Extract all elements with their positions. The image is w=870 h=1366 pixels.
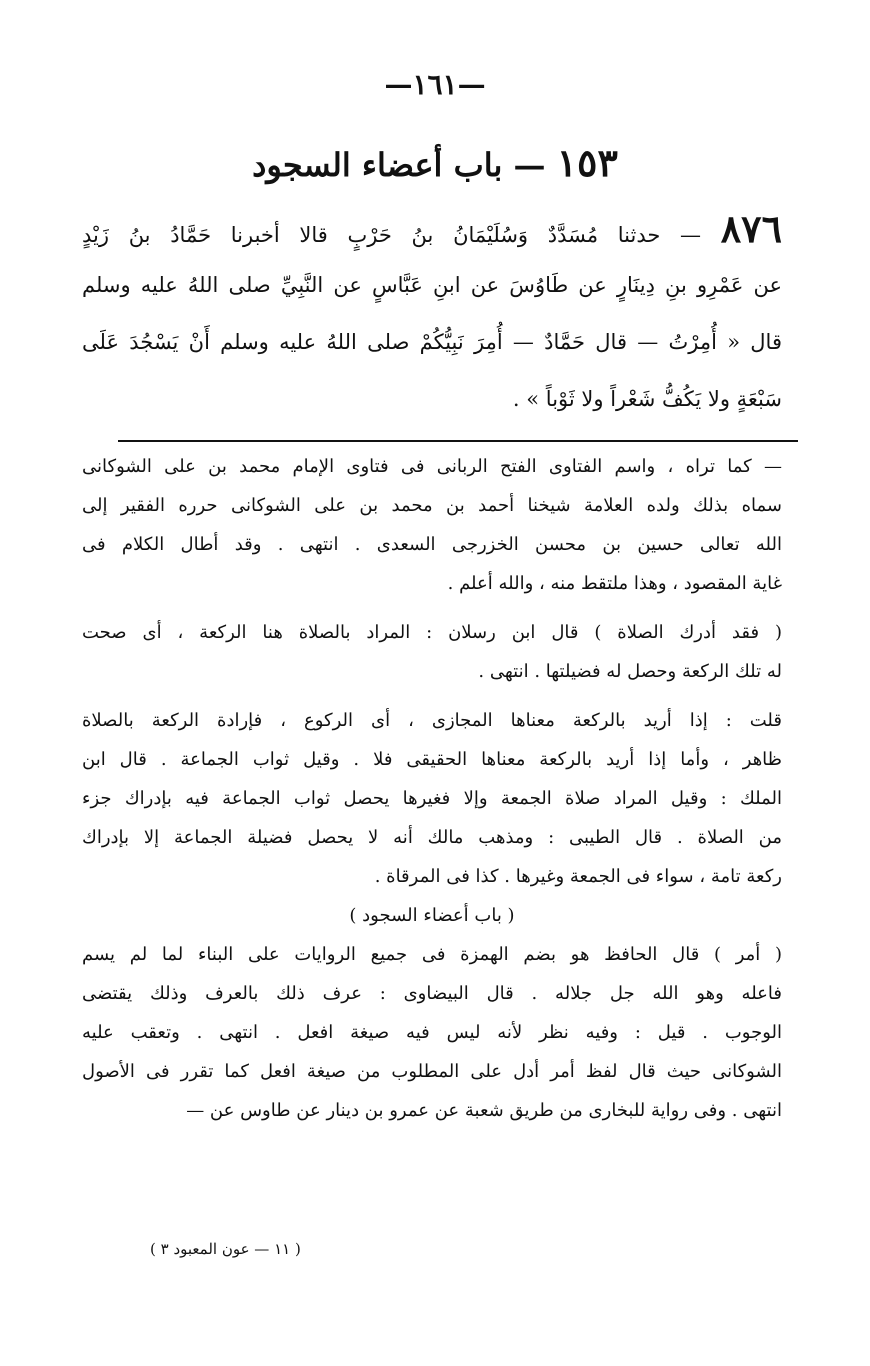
commentary-line: سماه بذلك ولده العلامة شيخنا أحمد بن محمد بن على الشوكانى حرره الفقير إلى <box>82 495 782 516</box>
commentary-line: — كما تراه ، واسم الفتاوى الفتح الربانى فى فتاوى الإمام محمد بن على الشوكانى <box>82 456 782 477</box>
commentary-line: فاعله وهو الله جل جلاله . قال البيضاوى : عرف ذلك بالعرف وذلك يقتضى <box>82 983 782 1004</box>
hadith-line: قال « أُمِرْتُ — قال حَمَّادٌ — أُمِرَ نَبِيُّكُمْ صلى اللهُ عليه وسلم أَنْ يَسْجُدَ عَلَى <box>82 330 782 354</box>
commentary-line: ( أمر ) قال الحافظ هو بضم الهمزة فى جميع الروايات على البناء لما لم يسم <box>82 944 782 965</box>
hadith-line: سَبْعَةٍ ولا يَكُفُّ شَعْراً ولا ثَوْباً » . <box>512 387 782 411</box>
commentary-line: ظاهر ، وأما إذا أريد بالركعة معناها الحقيقى فلا . وقيل ثواب الجماعة . قال ابن <box>82 749 782 770</box>
chapter-title: باب أعضاء السجود <box>252 146 503 184</box>
commentary <box>82 447 782 1130</box>
commentary-line: غاية المقصود ، وهذا ملتقط منه ، والله أعلم . <box>447 573 782 594</box>
hadith-text <box>82 200 782 428</box>
signature-mark: ( ١١ — عون المعبود ٣ ) <box>150 1240 301 1258</box>
commentary-line: من الصلاة . قال الطيبى : ومذهب مالك أنه لا يحصل فضيلة الجماعة إلا بإدراك <box>82 827 782 848</box>
commentary-line: الشوكانى حيث قال لفظ أمر أدل على المطلوب من صيغة افعل كما تقرر فى الأصول <box>82 1061 782 1082</box>
commentary-line: قلت : إذا أريد بالركعة معناها المجازى ، أى الركوع ، فإرادة الركعة بالصلاة <box>82 710 782 731</box>
commentary-line: ركعة تامة ، سواء فى الجمعة وغيرها . كذا فى المرقاة . <box>374 866 782 887</box>
hadith-line: ٨٧٦ — حدثنا مُسَدَّدٌ وَسُلَيْمَانُ بنُ حَرْبٍ قالا أخبرنا حَمَّادُ بنُ زَيْدٍ <box>82 206 782 251</box>
commentary-line: الوجوب . قيل : وفيه نظر لأنه ليس فيه صيغة افعل . انتهى . وتعقب عليه <box>82 1022 782 1043</box>
chapter-heading <box>0 140 870 185</box>
page-number: —١٦١— <box>384 68 486 101</box>
commentary-line: انتهى . وفى رواية للبخارى من طريق شعبة عن عمرو بن دينار عن طاوس عن — <box>186 1100 782 1121</box>
hadith-number: ٨٧٦ <box>720 206 782 251</box>
commentary-line: له تلك الركعة وحصل له فضيلتها . انتهى . <box>478 661 782 682</box>
commentary-line: ( فقد أدرك الصلاة ) قال ابن رسلان : المراد بالصلاة هنا الركعة ، أى صحت <box>82 622 782 643</box>
chapter-number: ١٥٣ <box>556 140 618 185</box>
footnote-divider <box>118 440 798 442</box>
chapter-separator: — <box>513 146 546 184</box>
section-heading: ( باب أعضاء السجود ) <box>349 905 515 926</box>
commentary-line: الملك : وقيل المراد صلاة الجمعة وإلا فغيرها يحصل ثواب الجماعة فيه بإدراك جزء <box>82 788 782 809</box>
commentary-line: الله تعالى حسين بن محسن الخزرجى السعدى . انتهى . وقد أطال الكلام فى <box>82 534 782 555</box>
hadith-line: عن عَمْرِو بنِ دِينَارٍ عن طَاوُسَ عن ابنِ عَبَّاسٍ عن النَّبِيِّ صلى اللهُ عليه وسلم <box>82 273 782 297</box>
